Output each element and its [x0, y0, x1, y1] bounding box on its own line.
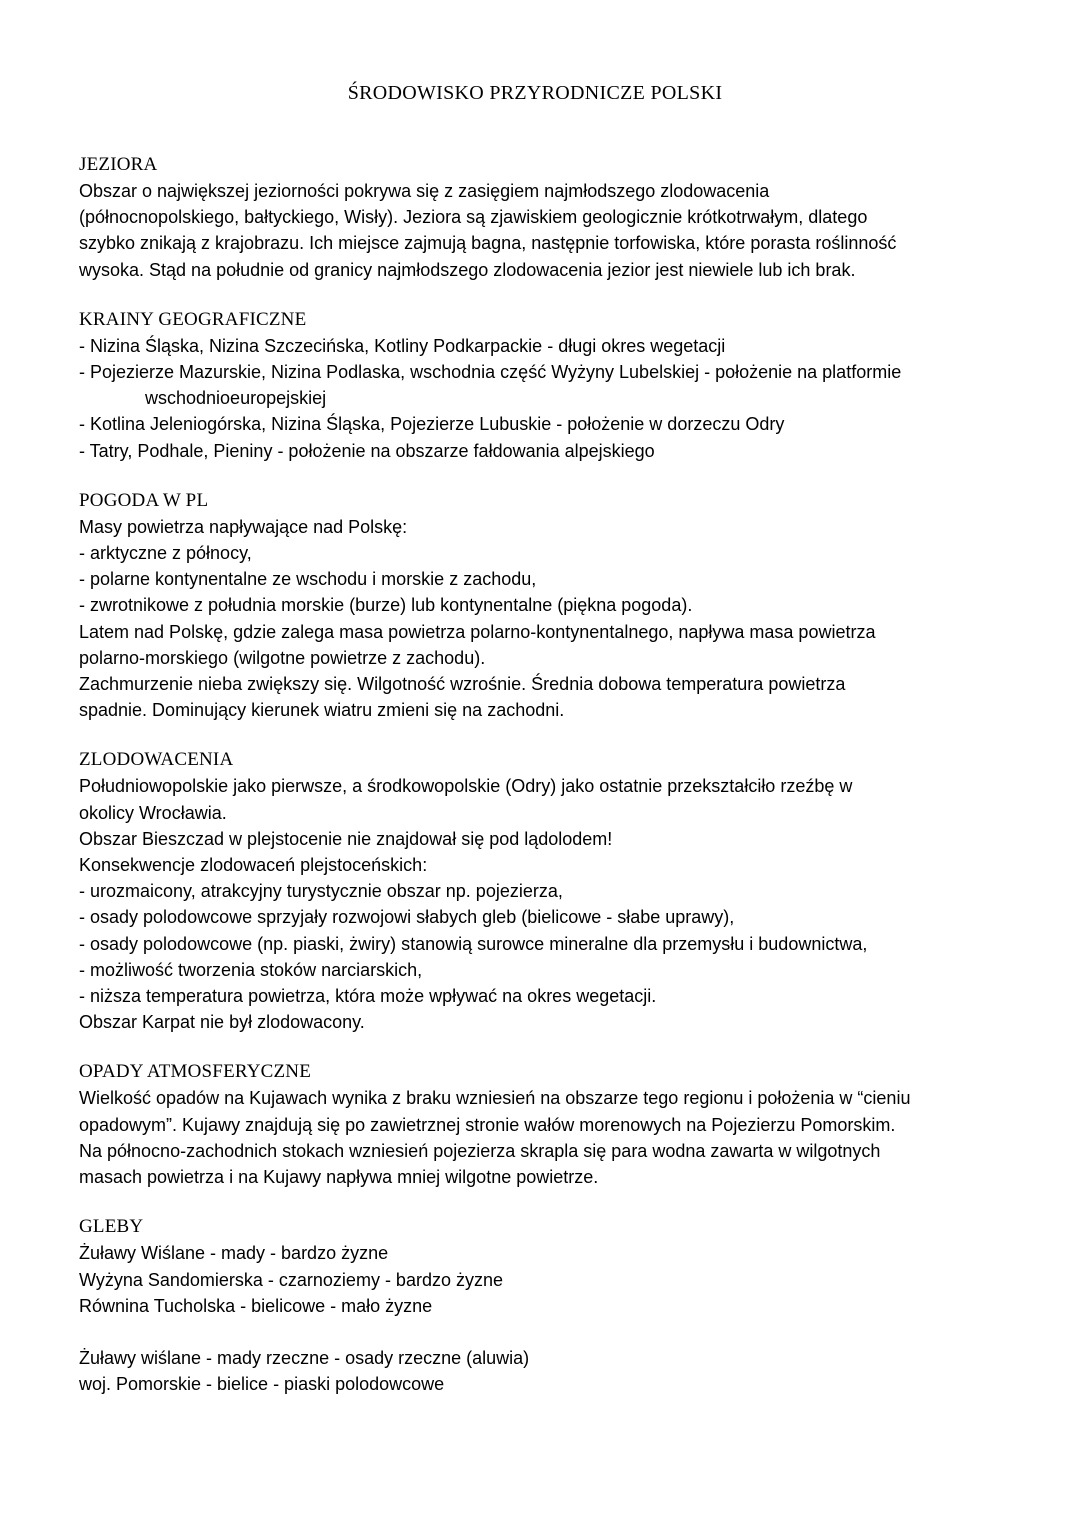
text-line: woj. Pomorskie - bielice - piaski polodowcowe — [79, 1374, 445, 1395]
text-line: Latem nad Polskę, gdzie zalega masa powietrza polarno-kontynentalnego, napływa masa powietrza — [79, 621, 876, 642]
list-item: - możliwość tworzenia stoków narciarskich, — [79, 959, 423, 980]
text-line: Obszar Bieszczad w plejstocenie nie znajdował się pod lądolodem! — [79, 828, 613, 849]
text-line: (północnopolskiego, bałtyckiego, Wisły). Jeziora są zjawiskiem geologicznie krótkotrwałym, dlatego — [79, 207, 868, 228]
text-line: wysoka. Stąd na południe od granicy najmłodszego zlodowacenia jezior jest niewiele lub ich brak. — [79, 259, 856, 280]
document-title: ŚRODOWISKO PRZYRODNICZE POLSKI — [347, 82, 723, 104]
text-line: Żuławy wiślane - mady rzeczne - osady rzeczne (aluwia) — [79, 1347, 530, 1368]
text-line: Obszar Karpat nie był zlodowacony. — [79, 1012, 365, 1033]
text-line: Żuławy Wiślane - mady - bardzo żyzne — [79, 1243, 389, 1264]
document-page — [79, 79, 1009, 1421]
text-line: Południowopolskie jako pierwsze, a środkowopolskie (Odry) jako ostatnie przekształciło rzeźbę w — [79, 776, 853, 797]
section-gleby — [79, 1214, 1009, 1397]
section-heading: OPADY ATMOSFERYCZNE — [79, 1061, 312, 1083]
text-line: Konsekwencje zlodowaceń plejstoceńskich: — [79, 855, 428, 876]
section-krainy-geograficzne — [79, 307, 1009, 464]
section-heading: GLEBY — [79, 1216, 144, 1238]
list-item: - osady polodowcowe sprzyjały rozwojowi słabych gleb (bielicowe - słabe uprawy), — [79, 907, 735, 928]
section-heading: JEZIORA — [79, 154, 158, 175]
text-line: polarno-morskiego (wilgotne powietrze z zachodu). — [79, 647, 486, 668]
paragraph-gap — [79, 1319, 1009, 1345]
list-item-continuation: wschodnioeuropejskiej — [145, 388, 327, 409]
text-line: szybko znikają z krajobrazu. Ich miejsce zajmują bagna, następnie torfowiska, które porasta roślinność — [79, 233, 897, 254]
list-item: - Tatry, Podhale, Pieniny - położenie na obszarze fałdowania alpejskiego — [79, 440, 655, 461]
list-item: - niższa temperatura powietrza, która może wpływać na okres wegetacji. — [79, 986, 657, 1007]
section-heading: KRAINY GEOGRAFICZNE — [79, 308, 307, 330]
list-item: - Kotlina Jeleniogórska, Nizina Śląska, Pojezierze Lubuskie - położenie w dorzeczu Odry — [79, 414, 785, 435]
list-item: - Nizina Śląska, Nizina Szczecińska, Kotliny Podkarpackie - długi okres wegetacji — [79, 335, 726, 356]
section-zlodowacenia — [79, 747, 1009, 1035]
section-heading: POGODA W PL — [79, 489, 209, 511]
section-heading: ZLODOWACENIA — [79, 749, 234, 771]
list-item: - zwrotnikowe z południa morskie (burze) lub kontynentalne (piękna pogoda). — [79, 595, 693, 616]
list-item: - Pojezierze Mazurskie, Nizina Podlaska, wschodnia część Wyżyny Lubelskiej - położenie na platformie — [79, 362, 902, 383]
text-line: Zachmurzenie nieba zwiększy się. Wilgotność wzrośnie. Średnia dobowa temperatura powietrza — [79, 674, 846, 695]
text-line: Równina Tucholska - bielicowe - mało żyzne — [79, 1295, 433, 1316]
list-item: - osady polodowcowe (np. piaski, żwiry) stanowią surowce mineralne dla przemysłu i budownictwa, — [79, 933, 868, 954]
list-item: - polarne kontynentalne ze wschodu i morskie z zachodu, — [79, 569, 537, 590]
text-line: Obszar o największej jeziorności pokrywa się z zasięgiem najmłodszego zlodowacenia — [79, 181, 770, 201]
text-line: opadowym”. Kujawy znajdują się po zawietrznej stronie wałów morenowych na Pojezierzu Pomorskim. — [79, 1114, 896, 1135]
text-line: Na północno-zachodnich stokach wzniesień pojezierza skrapla się para wodna zawarta w wilgotnych — [79, 1140, 881, 1161]
list-item: - arktyczne z północy, — [79, 543, 252, 564]
text-line: masach powietrza i na Kujawy napływa mniej wilgotne powietrze. — [79, 1167, 599, 1188]
section-jeziora — [79, 152, 1009, 283]
text-line: Wyżyna Sandomierska - czarnoziemy - bardzo żyzne — [79, 1269, 503, 1290]
list-item: - urozmaicony, atrakcyjny turystycznie obszar np. pojezierza, — [79, 881, 563, 902]
text-line: okolicy Wrocławia. — [79, 802, 227, 823]
text-line: Wielkość opadów na Kujawach wynika z braku wzniesień na obszarze tego regionu i położenia w “cieniu — [79, 1088, 911, 1109]
section-pogoda — [79, 488, 1009, 724]
text-line: Masy powietrza napływające nad Polskę: — [79, 516, 408, 537]
text-line: spadnie. Dominujący kierunek wiatru zmieni się na zachodni. — [79, 700, 565, 721]
section-opady — [79, 1059, 1009, 1190]
